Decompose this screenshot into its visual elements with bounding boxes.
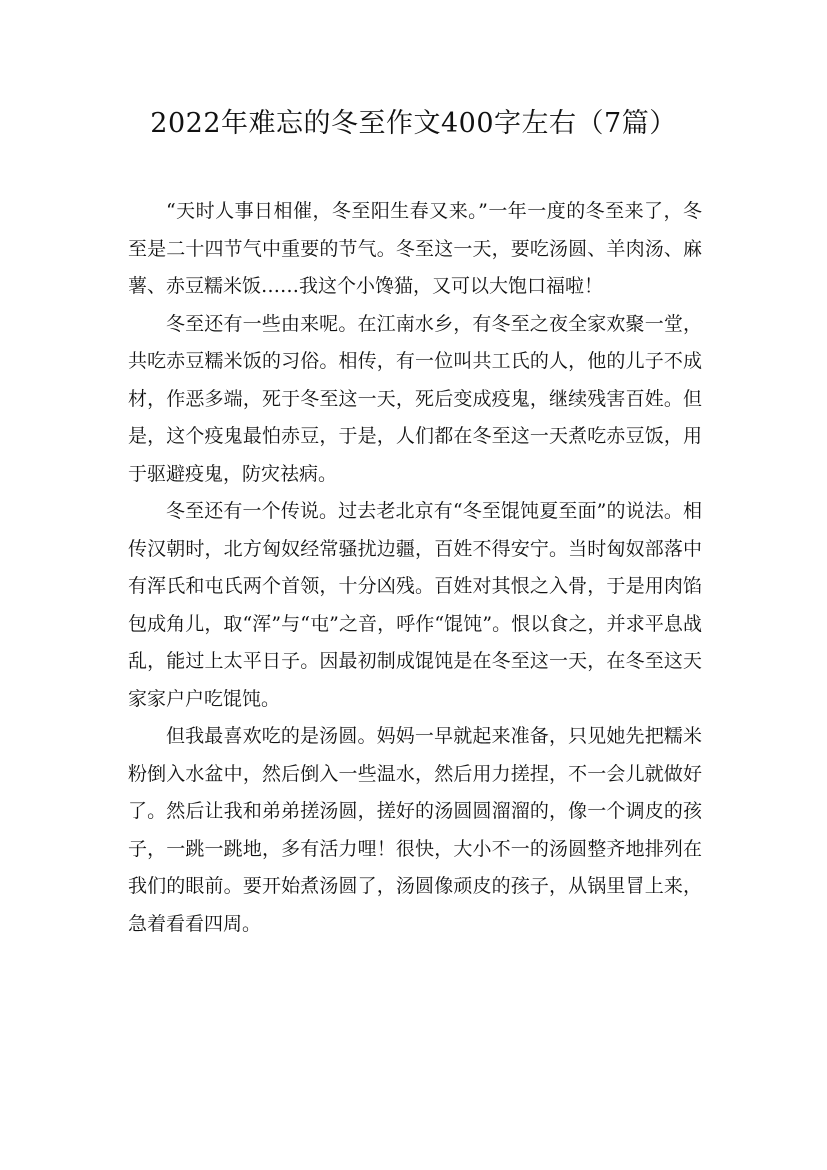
document-title: 2022年难忘的冬至作文400字左右（7篇） bbox=[150, 108, 677, 139]
paragraph-3: 冬至还有一个传说。过去老北京有“冬至馄饨夏至面”的说法。相传汉朝时，北方匈奴经常骚扰边疆，百姓不得安宁。当时匈奴部落中有浑氏和屯氏两个首领，十分凶残。百姓对其恨之入骨，于是用肉馅包成角儿，取“浑”与“屯”之音，呼作“馄饨”。恨以食之，并求平息战乱，能过上太平日子。因最初制成馄饨是在冬至这一天，在冬至这天家家户户吃馄饨。 bbox=[128, 500, 702, 710]
document-body bbox=[128, 193, 702, 943]
paragraph-2: 冬至还有一些由来呢。在江南水乡，有冬至之夜全家欢聚一堂，共吃赤豆糯米饭的习俗。相传，有一位叫共工氏的人，他的儿子不成材，作恶多端，死于冬至这一天，死后变成疫鬼，继续残害百姓。但是，这个疫鬼最怕赤豆，于是，人们都在冬至这一天煮吃赤豆饭，用于驱避疫鬼，防灾祛病。 bbox=[128, 312, 702, 485]
paragraph-1: “天时人事日相催，冬至阳生春又来。”一年一度的冬至来了，冬至是二十四节气中重要的节气。冬至这一天，要吃汤圆、羊肉汤、麻薯、赤豆糯米饭……我这个小馋猫，又可以大饱口福啦！ bbox=[128, 200, 702, 297]
paragraph-4: 但我最喜欢吃的是汤圆。妈妈一早就起来准备，只见她先把糯米粉倒入水盆中，然后倒入一些温水，然后用力搓捏，不一会儿就做好了。然后让我和弟弟搓汤圆，搓好的汤圆圆溜溜的，像一个调皮的孩子，一跳一跳地，多有活力哩！很快，大小不一的汤圆整齐地排列在我们的眼前。要开始煮汤圆了，汤圆像顽皮的孩子，从锅里冒上来，急着看看四周。 bbox=[128, 725, 702, 935]
